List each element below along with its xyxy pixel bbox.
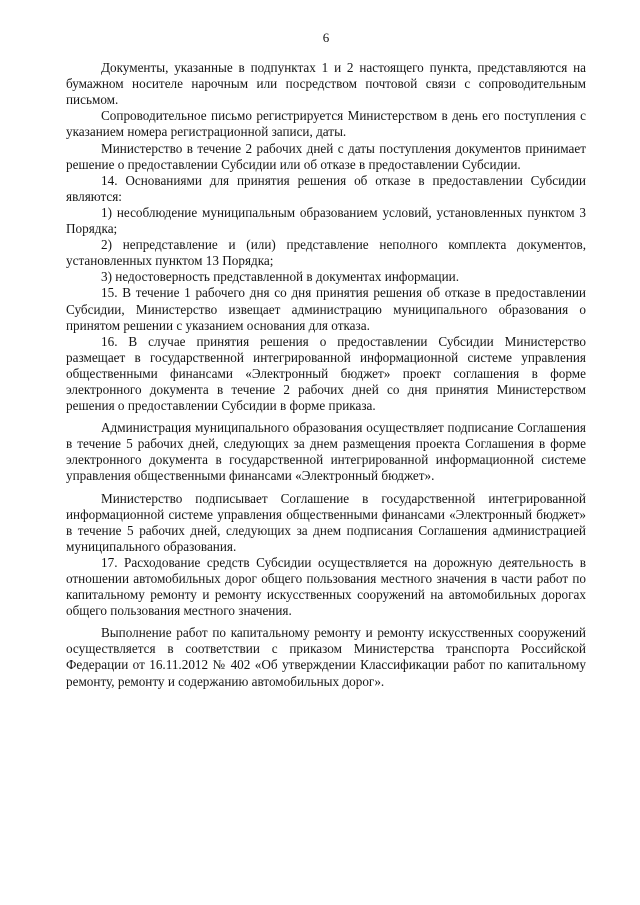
- paragraph-item-16: 16. В случае принятия решения о предоставлении Субсидии Министерство размещает в государственной интегрированной информационной системе управления общественными финансами «Электронный бюджет» проект соглашения в форме электронного документа в течение 2 рабочих дней со дня принятия Министерством решения о предоставлении Субсидии в форме приказа.: [66, 333, 586, 414]
- paragraph-administration-signing: Администрация муниципального образования осуществляет подписание Соглашения в течение 5 рабочих дней, следующих за днем размещения проекта Соглашения в форме электронного документа в государственной интегрированной информационной системе управления общественными финансами «Электронный бюджет».: [66, 420, 586, 484]
- paragraph-decision-term: Министерство в течение 2 рабочих дней с даты поступления документов принимает решение о предоставлении Субсидии или об отказе в предоставлении Субсидии.: [66, 140, 586, 172]
- paragraph-item-14-3: 3) недостоверность представленной в документах информации.: [101, 269, 460, 285]
- paragraph-documents-delivery: Документы, указанные в подпунктах 1 и 2 настоящего пункта, представляются на бумажном носителе нарочным или посредством почтовой связи с сопроводительным письмом.: [66, 60, 586, 108]
- paragraph-item-14: 14. Основаниями для принятия решения об отказе в предоставлении Субсидии являются:: [66, 172, 586, 204]
- paragraph-ministry-signing: Министерство подписывает Соглашение в государственной интегрированной информационной системе управления общественными финансами «Электронный бюджет» в течение 5 рабочих дней, следующих за днем подписания Соглашения администрацией муниципального образования.: [66, 490, 586, 554]
- paragraph-cover-letter: Сопроводительное письмо регистрируется Министерством в день его поступления с указанием номера регистрационной записи, даты.: [66, 108, 586, 140]
- paragraph-item-15: 15. В течение 1 рабочего дня со дня принятия решения об отказе в предоставлении Субсидии, Министерство извещает администрацию муниципального образования о принятом решении с указанием основания для отказа.: [66, 285, 586, 333]
- paragraph-works-execution: Выполнение работ по капитальному ремонту и ремонту искусственных сооружений осуществляется в соответствии с приказом Министерства транспорта Российской Федерации от 16.11.2012 № 402 «Об утверждении Классификации работ по капитальному ремонту, ремонту и содержанию автомобильных дорог».: [66, 625, 586, 689]
- document-page: [66, 30, 586, 690]
- paragraph-item-17: 17. Расходование средств Субсидии осуществляется на дорожную деятельность в отношении автомобильных дорог общего пользования местного значения в части работ по капитальному ремонту и ремонту искусственных сооружений на автомобильных дорогах общего пользования местного значения.: [66, 554, 586, 619]
- page-number: 6: [322, 30, 330, 45]
- paragraph-item-14-2: 2) непредставление и (или) представление неполного комплекта документов, установленных пунктом 13 Порядка;: [66, 237, 586, 269]
- paragraph-item-14-1: 1) несоблюдение муниципальным образованием условий, установленных пунктом 3 Порядка;: [66, 204, 586, 237]
